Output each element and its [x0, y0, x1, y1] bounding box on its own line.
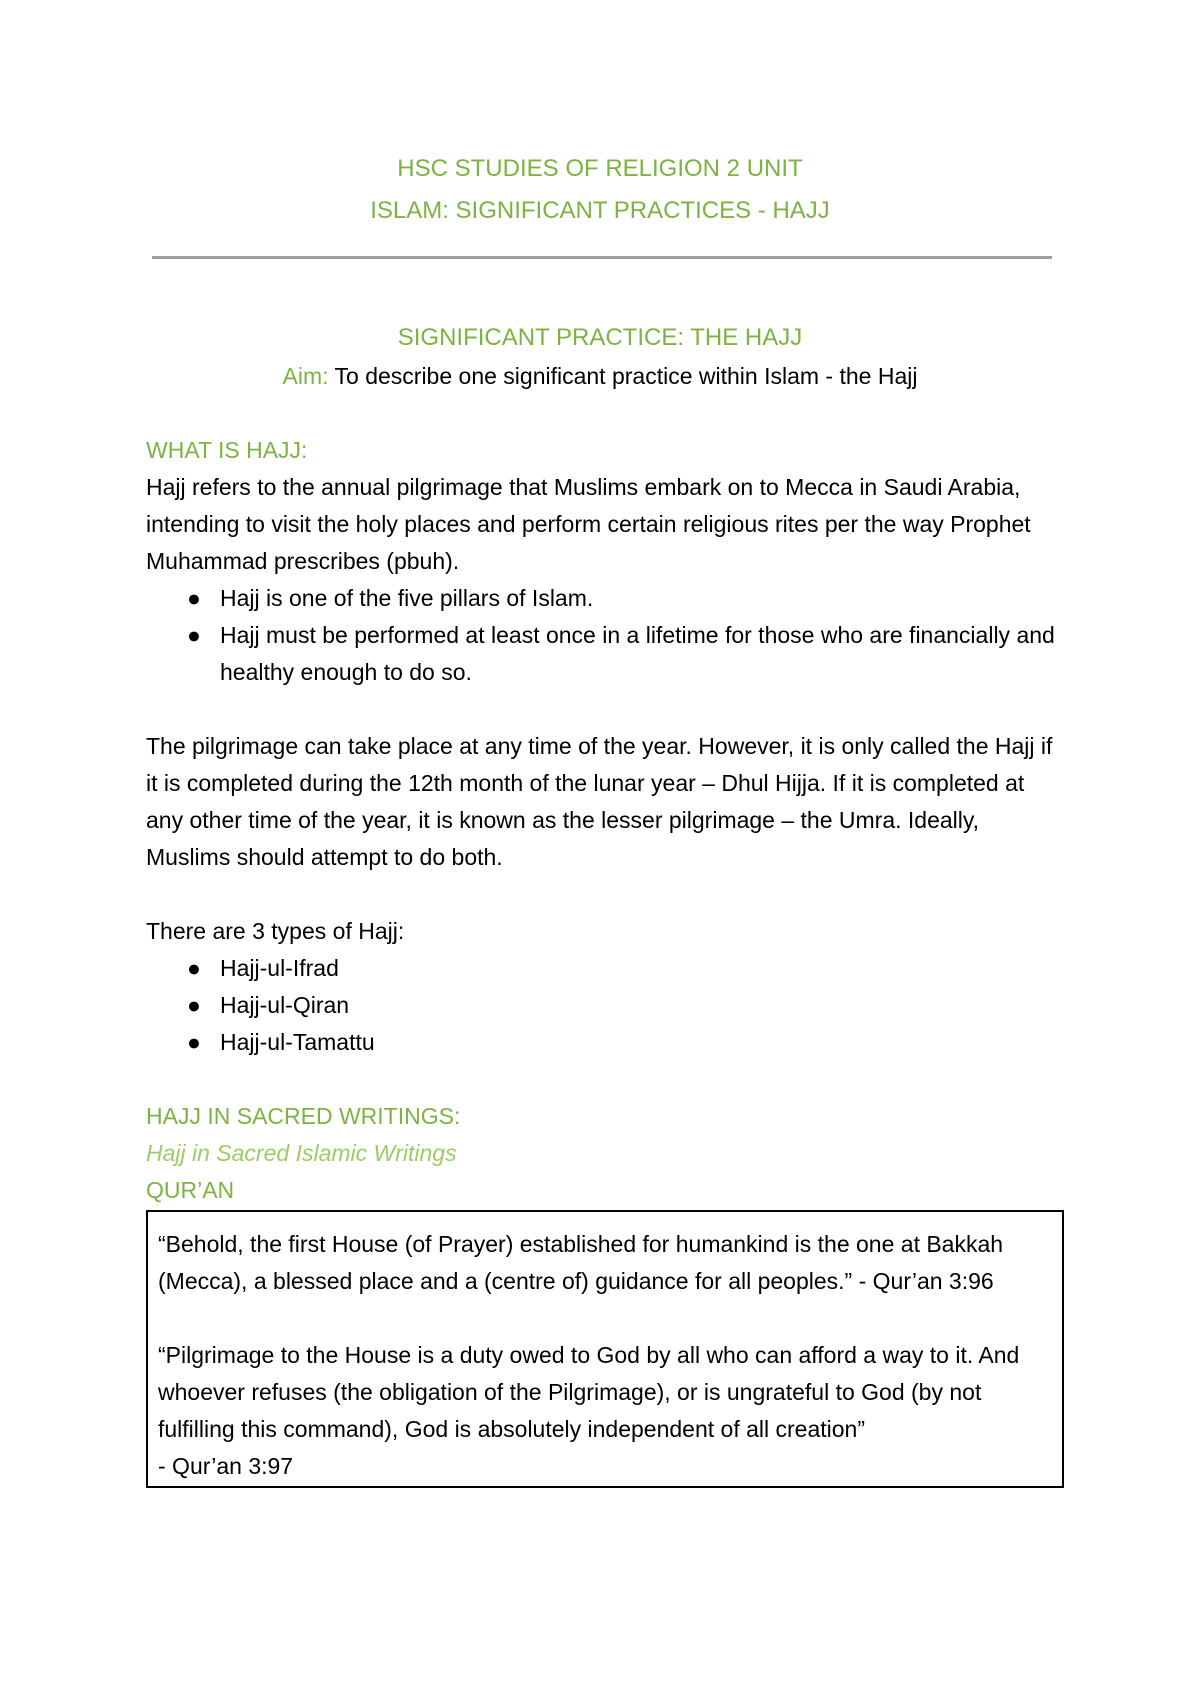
aim-label: Aim: — [282, 363, 329, 389]
quran-quote-box — [146, 1210, 1064, 1488]
main-content — [146, 432, 1066, 1209]
sacred-writings-subheading: Hajj in Sacred Islamic Writings — [146, 1140, 457, 1166]
quran-quote-3-97-reference: - Qur’an 3:97 — [158, 1453, 294, 1479]
list-item-text: Hajj must be performed at least once in a lifetime for those who are financially and healthy enough to do so. — [220, 622, 1055, 685]
header-divider — [152, 256, 1052, 259]
bullet-icon: ● — [187, 1029, 201, 1055]
quran-quote-3-97: “Pilgrimage to the House is a duty owed to God by all who can afford a way to it. And whoever refuses (the obligation of the Pilgrimage), or is ungrateful to God (by not fulfilling this command), God is absolutely independent of all creation” — [158, 1342, 1020, 1442]
list-item — [146, 950, 1066, 987]
hajj-facts-list — [146, 580, 1066, 691]
list-item-text: Hajj-ul-Qiran — [220, 992, 350, 1018]
list-item-text: Hajj-ul-Ifrad — [220, 955, 339, 981]
list-item-text: Hajj is one of the five pillars of Islam. — [220, 585, 594, 611]
bullet-icon: ● — [187, 585, 201, 611]
bullet-icon: ● — [187, 955, 201, 981]
what-is-hajj-paragraph: Hajj refers to the annual pilgrimage that Muslims embark on to Mecca in Saudi Arabia, intending to visit the holy places and perform certain religious rites per the way Prophet Muhammad prescribes (pbuh). — [146, 474, 1031, 574]
bullet-icon: ● — [187, 992, 201, 1018]
list-item — [146, 617, 1066, 691]
aim-text: To describe one significant practice within Islam - the Hajj — [328, 363, 918, 389]
aim-line — [0, 358, 1200, 394]
practice-title: SIGNIFICANT PRACTICE: THE HAJJ — [397, 324, 803, 351]
document-header — [0, 148, 1200, 232]
header-course-title: HSC STUDIES OF RELIGION 2 UNIT — [397, 155, 803, 182]
bullet-icon: ● — [187, 622, 201, 648]
list-item — [146, 1024, 1066, 1061]
hajj-types-intro: There are 3 types of Hajj: — [146, 918, 405, 944]
quran-label: QUR’AN — [146, 1177, 235, 1203]
quran-quote-3-96: “Behold, the first House (of Prayer) established for humankind is the one at Bakkah (Mecca), a blessed place and a (centre of) guidance for all peoples.” - Qur’an 3:96 — [158, 1231, 1004, 1294]
list-item — [146, 987, 1066, 1024]
what-is-hajj-heading: WHAT IS HAJJ: — [146, 437, 308, 463]
header-topic-title: ISLAM: SIGNIFICANT PRACTICES - HAJJ — [370, 197, 830, 224]
sacred-writings-heading: HAJJ IN SACRED WRITINGS: — [146, 1103, 461, 1129]
list-item-text: Hajj-ul-Tamattu — [220, 1029, 375, 1055]
pilgrimage-timing-paragraph: The pilgrimage can take place at any time of the year. However, it is only called the Hajj if it is completed during the 12th month of the lunar year – Dhul Hijja. If it is completed at any other time of the year, it is known as the lesser pilgrimage – the Umra. Ideally, Muslims should attempt to do both. — [146, 733, 1053, 870]
list-item — [146, 580, 1066, 617]
hajj-types-list — [146, 950, 1066, 1061]
